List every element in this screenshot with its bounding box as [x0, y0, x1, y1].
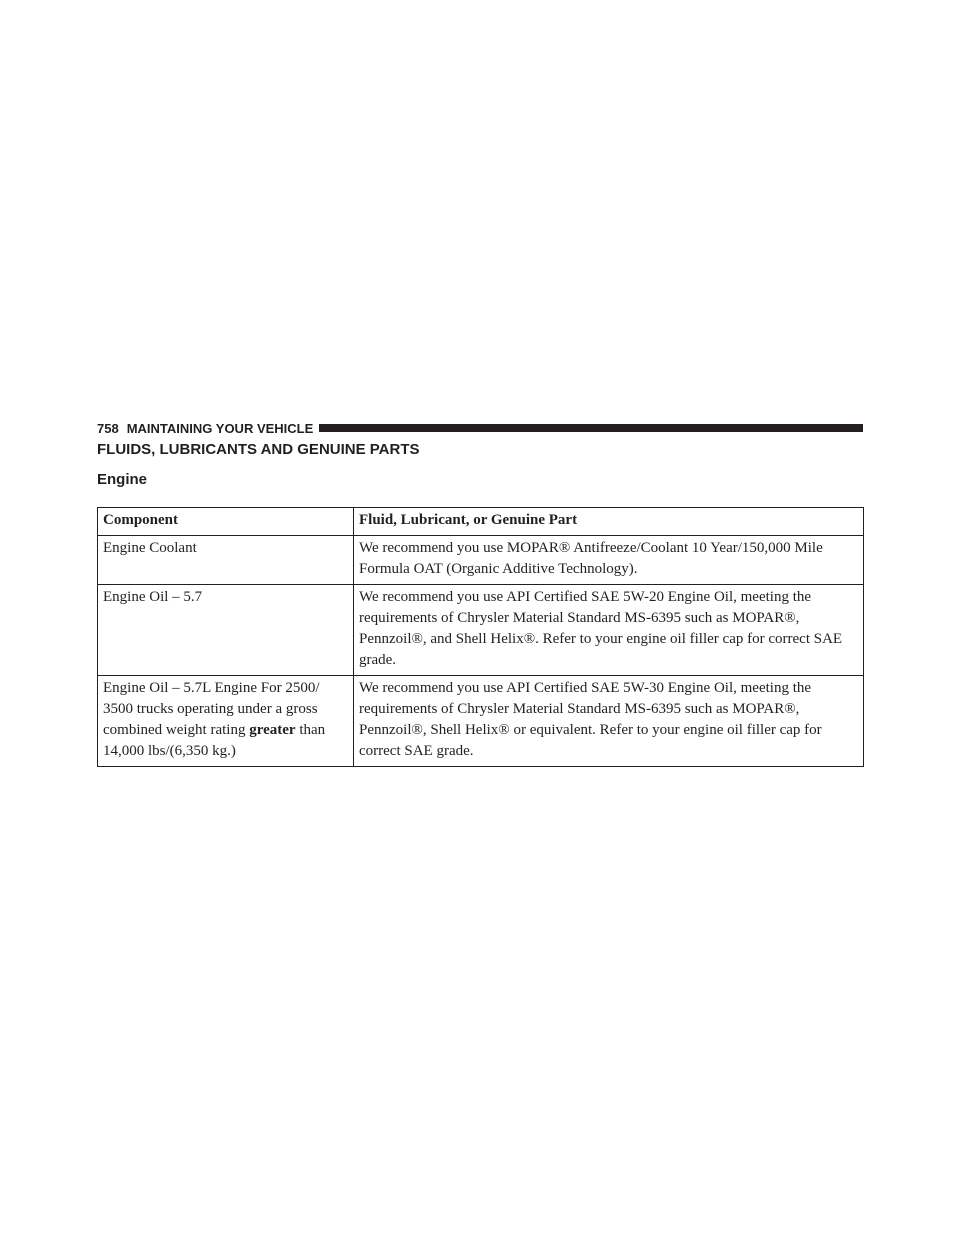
component-cell — [98, 676, 354, 767]
column-header-fluid: Fluid, Lubricant, or Genuine Part — [354, 508, 864, 536]
column-header-component: Component — [98, 508, 354, 536]
table-row — [98, 536, 864, 585]
component-cell: Engine Coolant — [98, 536, 354, 585]
component-cell: Engine Oil – 5.7 — [98, 585, 354, 676]
fluids-table — [97, 507, 864, 767]
component-text: Engine Oil – 5.7L Engine For 2500/ 3500 trucks operating under a gross combined weight rating — [103, 680, 320, 738]
section-name: MAINTAINING YOUR VEHICLE — [126, 420, 314, 436]
table-row — [98, 676, 864, 767]
table-header-row — [98, 508, 864, 536]
table-row — [98, 585, 864, 676]
component-emphasis: greater — [249, 722, 296, 738]
page-number: 758 — [97, 420, 119, 436]
page-title: FLUIDS, LUBRICANTS AND GENUINE PARTS — [97, 441, 420, 458]
component-text-end: than 14,000 lbs/(6,350 kg.) — [103, 722, 326, 759]
section-subtitle: Engine — [97, 471, 148, 488]
header-rule — [319, 424, 863, 432]
description-cell: We recommend you use API Certified SAE 5W-30 Engine Oil, meeting the requirements of Chrysler Material Standard MS-6395 such as MOPAR®, Pennzoil®, Shell Helix® or equivalent. Refer to your engine oil filler cap for correct SAE grade. — [354, 676, 864, 767]
running-header — [97, 418, 863, 438]
description-cell: We recommend you use MOPAR® Antifreeze/Coolant 10 Year/150,000 Mile Formula OAT (Organic Additive Technology). — [354, 536, 864, 585]
description-cell: We recommend you use API Certified SAE 5W-20 Engine Oil, meeting the requirements of Chrysler Material Standard MS-6395 such as MOPAR®, Pennzoil®, and Shell Helix®. Refer to your engine oil filler cap for correct SAE grade. — [354, 585, 864, 676]
